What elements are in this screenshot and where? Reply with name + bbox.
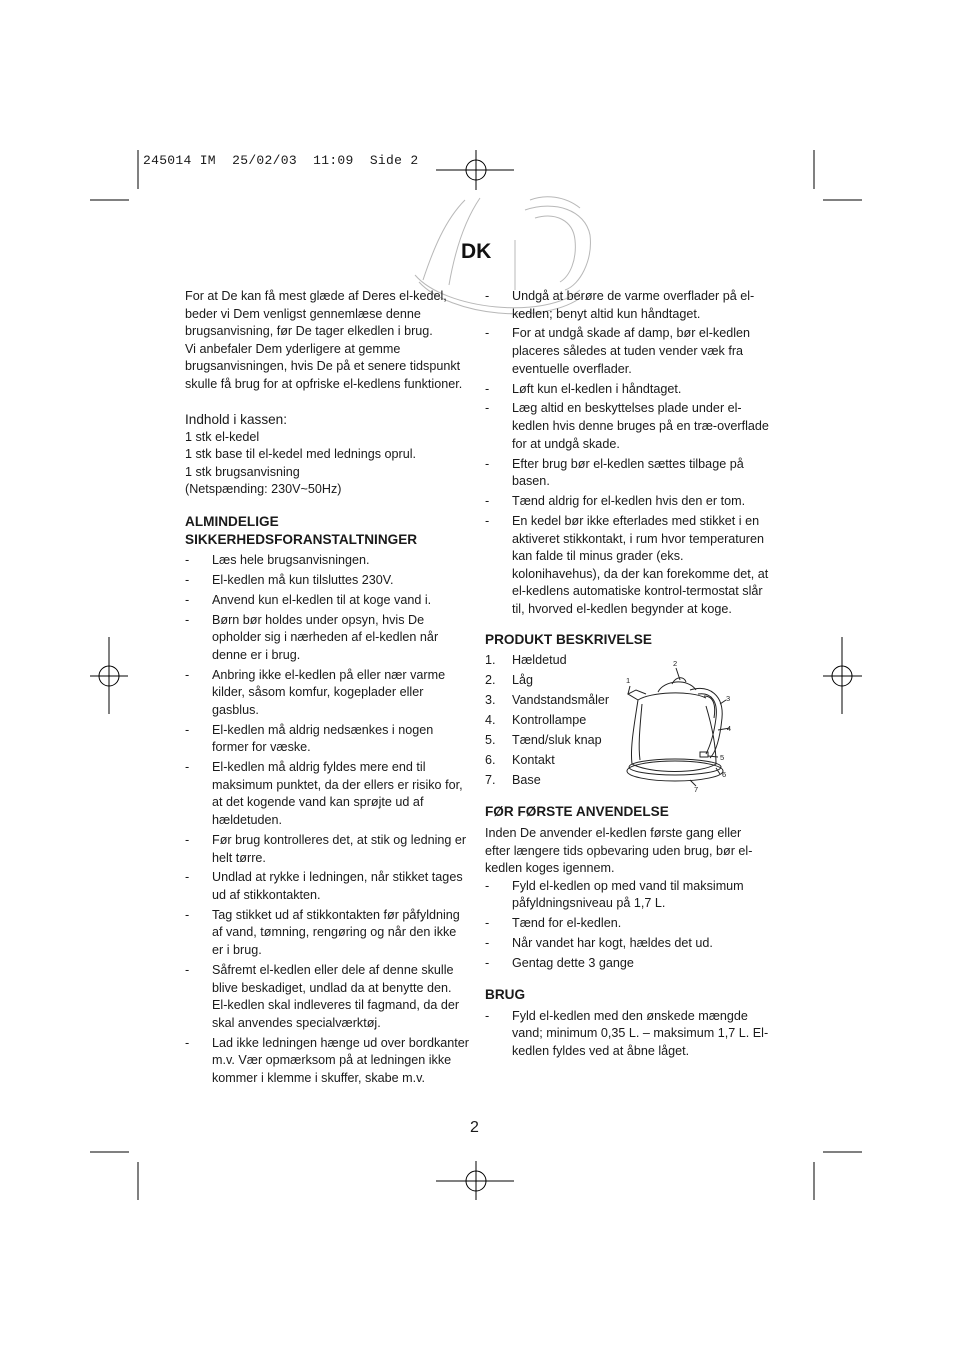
first-use-title: FØR FØRSTE ANVENDELSE: [485, 803, 669, 819]
list-item: - Før brug kontrolleres det, at stik og ledning er helt tørre.: [185, 832, 467, 865]
contents-line: 1 stk brugsanvisning: [185, 464, 300, 479]
list-item: - Efter brug bør el-kedlen sættes tilbage på basen.: [485, 456, 744, 489]
list-item: - En kedel bør ikke efterlades med stikket i en aktiveret stikkontakt, i rum hvor temperaturen kan falde til minus grader (eks. kolonihavehus), da der kan forekomme det, at el-kedlens automatiske kontrol-termostat slår til, hvorved el-kedlen begynder at koge.: [485, 513, 769, 616]
safety-title: ALMINDELIGE SIKKERHEDSFORANSTALTNINGER: [185, 513, 418, 547]
product-title: PRODUKT BESKRIVELSE: [485, 632, 652, 648]
callout-6: 6: [722, 770, 727, 779]
callout-1: 1: [626, 676, 631, 685]
first-use-text: Inden De anvender el-kedlen første gang eller efter længere tids opbevaring uden brug, bør el-kedlen koges igennem.: [485, 825, 753, 876]
kettle-spout: [628, 690, 646, 700]
contents-line: (Netspænding: 230V~50Hz): [185, 482, 342, 497]
list-item: - Tag stikket ud af stikkontakten før påfyldning af vand, tømning, rengøring og når den ikke er i brug.: [185, 907, 460, 958]
use-list: [485, 1008, 770, 1061]
callout-4: 4: [726, 724, 731, 733]
left-column: [185, 288, 470, 1090]
list-item: - Lad ikke ledningen hænge ud over bordkanter m.v. Vær opmærksom på at ledningen ikke kommer i klemme i skuffer, skabe m.v.: [185, 1035, 469, 1085]
contents-line: 1 stk el-kedel: [185, 429, 260, 444]
callout-5: 5: [720, 753, 725, 762]
list-item: - El-kedlen må kun tilsluttes 230V.: [185, 572, 394, 587]
list-item: - Såfremt el-kedlen eller dele af denne skulle blive beskadiget, undlad da at benytte den. El-kedlen skal indleveres til fagmand, da der skal anvendes specialværktøj.: [185, 962, 460, 1030]
list-item: 7. Base: [485, 773, 541, 788]
kettle-handle: [690, 688, 722, 758]
language-badge: DK: [461, 240, 492, 263]
list-item: - Læs hele brugsanvisningen.: [185, 552, 370, 567]
list-item: - Fyld el-kedlen op med vand til maksimum påfyldningsniveau på 1,7 L.: [485, 878, 744, 911]
list-item: 1. Hældetud: [485, 653, 567, 668]
list-item: 6. Kontakt: [485, 753, 555, 768]
list-item: 4. Kontrollampe: [485, 713, 587, 728]
intro-paragraph-2: Vi anbefaler Dem yderligere at gemme brugsanvisningen, hvis De på et senere tidspunkt skulle få brug for at opfriske el-kedlens funktioner.: [185, 341, 463, 391]
list-item: - Tænd aldrig for el-kedlen hvis den er tom.: [485, 494, 746, 509]
list-item: - Når vandet har kogt, hældes det ud.: [485, 936, 713, 951]
list-item: - Undgå at berøre de varme overflader på el-kedlen; benyt altid kun håndtaget.: [485, 289, 755, 321]
intro-paragraph-1: For at De kan få mest glæde af Deres el-kedel, beder vi Dem venligst gennemlæse denne brugsanvisning, før De tager elkedlen i brug.: [185, 289, 447, 339]
callout-3: 3: [726, 694, 731, 703]
list-item: - Læg altid en beskyttelses plade under el-kedlen hvis denne bruges på en træ-overflade for at undgå skade.: [485, 401, 769, 451]
callout-2: 2: [673, 659, 678, 668]
list-item: - Anbring ikke el-kedlen på eller nær varme kilder, såsom komfur, kogeplader eller gasblus.: [185, 667, 446, 717]
contents-line: 1 stk base til el-kedel med lednings oprul.: [185, 447, 417, 462]
list-item: - Undlad at rykke i ledningen, når stikket tages ud af stikkontakten.: [185, 870, 463, 902]
list-item: - El-kedlen må aldrig fyldes mere end til maksimum punktet, da der ellers er risiko for, at det kogende vand kan sprøjte ud af hældetuden.: [185, 760, 463, 828]
list-item: - Løft kun el-kedlen i håndtaget.: [485, 381, 682, 396]
kettle-diagram: [620, 656, 732, 792]
callout-7: 7: [694, 785, 699, 792]
list-item: 5. Tænd/sluk knap: [485, 733, 602, 748]
list-item: - El-kedlen må aldrig nedsænkes i nogen former for væske.: [185, 722, 434, 755]
list-item: - Børn bør holdes under opsyn, hvis De opholder sig i nærheden af el-kedlen når denne er i brug.: [185, 612, 439, 662]
list-item: - Fyld el-kedlen med den ønskede mængde vand; minimum 0,35 L. – maksimum 1,7 L. El-kedlen fyldes ved at åbne låget.: [485, 1008, 769, 1058]
kettle-lid: [658, 682, 696, 692]
list-item: - For at undgå skade af damp, bør el-kedlen placeres således at tuden vender væk fra eventuelle overflader.: [485, 326, 751, 376]
first-use-list: [485, 878, 770, 973]
contents-title: Indhold i kassen:: [185, 411, 288, 427]
page-number: 2: [470, 1119, 479, 1136]
list-item: - Tænd for el-kedlen.: [485, 916, 622, 931]
list-item: 3. Vandstandsmåler: [485, 693, 610, 708]
list-item: 2. Låg: [485, 673, 534, 688]
use-title: BRUG: [485, 986, 526, 1002]
print-slug: 245014 IM 25/02/03 11:09 Side 2: [143, 153, 419, 168]
list-item: - Anvend kun el-kedlen til at koge vand i.: [185, 592, 432, 607]
safety-list-left: [185, 552, 470, 1087]
safety-list-right: [485, 288, 770, 618]
list-item: - Gentag dette 3 gange: [485, 956, 634, 971]
